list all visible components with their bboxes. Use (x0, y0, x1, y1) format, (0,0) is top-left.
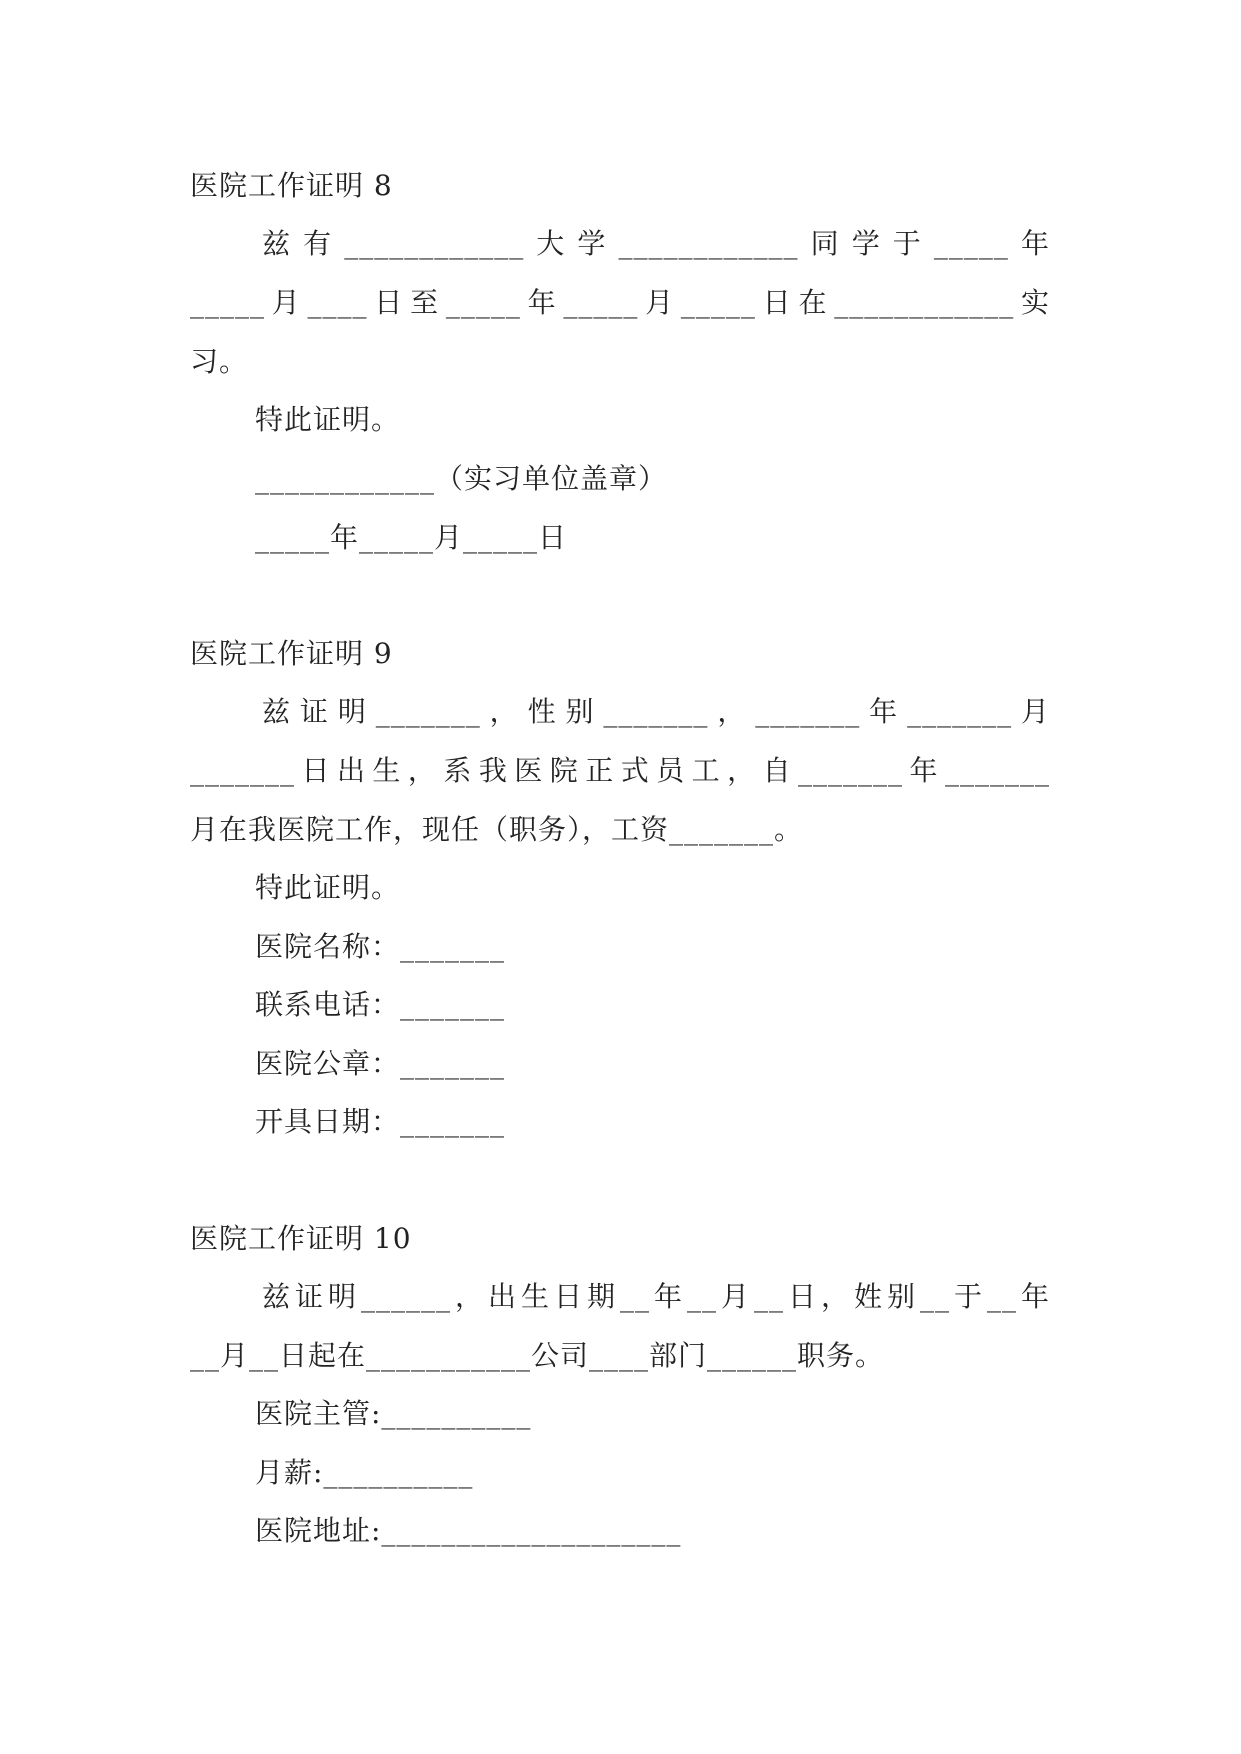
paragraph-line: _____月____日至_____年_____月_____日在____________实 (190, 286, 1050, 319)
hospital-name-field: 医院名称：_______ (255, 930, 506, 963)
paragraph-line: 兹证明______，出生日期__年__月__日，姓别__于__年 (262, 1280, 1050, 1313)
paragraph-line: 兹证明_______，性别_______，_______年_______月 (262, 695, 1050, 728)
section-title-10: 医院工作证明 10 (190, 1222, 412, 1255)
date-line: _____年_____月_____日 (255, 521, 568, 554)
paragraph-line: 习。 (190, 345, 249, 378)
closing-statement: 特此证明。 (255, 403, 401, 436)
hospital-seal-field: 医院公章：_______ (255, 1047, 506, 1080)
seal-line: ____________（实习单位盖章） (255, 462, 668, 495)
hospital-address-field: 医院地址:____________________ (255, 1514, 682, 1547)
section-title-9: 医院工作证明 9 (190, 637, 393, 670)
issue-date-field: 开具日期：_______ (255, 1105, 506, 1138)
paragraph-line: _______日出生，系我医院正式员工，自_______年_______ (190, 754, 1050, 787)
paragraph-line: 兹有____________大学____________同学于_____年 (262, 227, 1050, 260)
phone-field: 联系电话：_______ (255, 988, 506, 1021)
section-title-8: 医院工作证明 8 (190, 169, 393, 202)
salary-field: 月薪:__________ (255, 1456, 474, 1489)
paragraph-line: 月在我医院工作，现任（职务），工资_______。 (190, 813, 804, 846)
closing-statement: 特此证明。 (255, 871, 401, 904)
supervisor-field: 医院主管:__________ (255, 1397, 532, 1430)
paragraph-line: __月__日起在___________公司____部门______职务。 (190, 1339, 885, 1372)
